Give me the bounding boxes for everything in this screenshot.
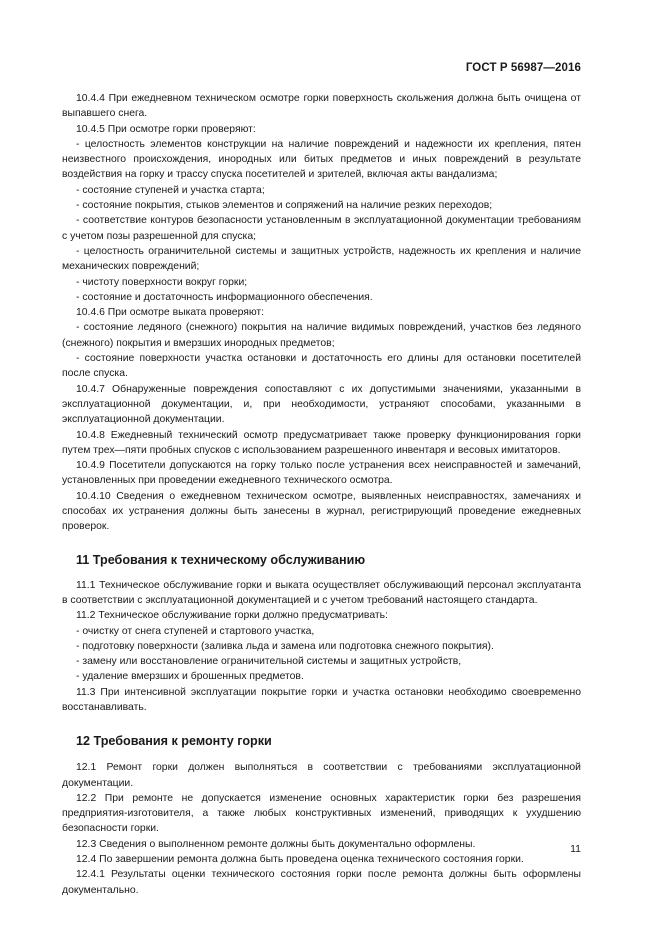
list-item: - состояние покрытия, стыков элементов и сопряжений на наличие резких переходов; xyxy=(76,200,493,212)
list-item: - удаление вмерзших и брошенных предметов. xyxy=(76,671,304,683)
clause-10-4-8: 10.4.8 Ежедневный технический осмотр предусматривает также проверку функционирования горки путем трех—пяти пробных спусков с использованием разрешенного инвентаря и весовых имитаторов. xyxy=(62,429,581,456)
clause-12-2: 12.2 При ремонте не допускается изменение основных характеристик горки без разрешения предприятия-изготовителя, а также любых конструктивных изменений, приводящих к ухудшению безопасности горки. xyxy=(62,792,581,835)
list-item: - состояние поверхности участка остановки и достаточность его длины для остановки посетителей после спуска. xyxy=(62,353,581,380)
clause-12-1: 12.1 Ремонт горки должен выполняться в соответствии с требованиями эксплуатационной документации. xyxy=(62,762,581,789)
list-item: - подготовку поверхности (заливка льда и замена или подготовка снежного покрытия). xyxy=(76,640,494,652)
standard-code-header: ГОСТ Р 56987—2016 xyxy=(465,62,581,74)
clause-10-4-9: 10.4.9 Посетители допускаются на горку только после устранения всех неисправностей и замечаний, установленных при проведении ежедневного технического осмотра. xyxy=(62,460,581,487)
clause-10-4-5: 10.4.5 При осмотре горки проверяют: xyxy=(76,123,256,135)
clause-11-1: 11.1 Техническое обслуживание горки и выката осуществляет обслуживающий персонал эксплуатанта в соответствии с эксплуатационной документацией и с учетом требований настоящего стандарта. xyxy=(62,579,581,606)
list-item: - состояние и достаточность информационного обеспечения. xyxy=(76,291,373,303)
list-item: - соответствие контуров безопасности установленным в эксплуатационной документации требованиям с учетом позы разрешенной для спуска; xyxy=(62,215,581,242)
clause-11-3: 11.3 При интенсивной эксплуатации покрытие горки и участка остановки необходимо своевременно восстанавливать. xyxy=(62,686,581,713)
list-item: - целостность ограничительной системы и защитных устройств, надежность их крепления и наличие механических повреждений; xyxy=(62,245,581,273)
clause-10-4-4: 10.4.4 При ежедневном техническом осмотре горки поверхность скольжения должна быть очищена от выпавшего снега. xyxy=(62,93,581,120)
list-item: - замену или восстановление ограничительной системы и защитных устройств, xyxy=(76,656,462,668)
clause-12-4: 12.4 По завершении ремонта должна быть проведена оценка технического состояния горки. xyxy=(76,854,524,866)
section-11-heading: 11 Требования к техническому обслуживанию xyxy=(76,552,366,567)
clause-10-4-6: 10.4.6 При осмотре выката проверяют: xyxy=(76,307,265,319)
list-item: - целостность элементов конструкции на наличие повреждений и надежности их крепления, пятен неизвестного происхождения, инородных или битых предметов и иных повреждений в результате воздействия на горку и трассу спуска посетителей и зрителей, включая акты вандализма; xyxy=(62,138,581,181)
clause-10-4-7: 10.4.7 Обнаруженные повреждения сопоставляют с их допустимыми значениями, указанными в эксплуатационной документации, и, при необходимости, устраняют способами, указанными в эксплуатационной документации. xyxy=(62,383,581,426)
clause-11-2: 11.2 Техническое обслуживание горки должно предусматривать: xyxy=(76,610,388,622)
list-item: - очистку от снега ступеней и стартового участка, xyxy=(76,625,315,637)
page-number: 11 xyxy=(570,843,581,855)
clause-10-4-10: 10.4.10 Сведения о ежедневном техническом осмотре, выявленных неисправностях, замечаниях и способах их устранения должны быть занесены в журнал, регистрирующий проведение ежедневных проверок. xyxy=(62,490,581,533)
list-item: - состояние ледяного (снежного) покрытия на наличие видимых повреждений, участков без ледяного (снежного) покрытия и вмерзших инородных предметов; xyxy=(62,322,581,349)
page-content xyxy=(62,91,581,898)
clause-12-4-1: 12.4.1 Результаты оценки технического состояния горки после ремонта должны быть оформлены документально. xyxy=(62,869,581,896)
clause-12-3: 12.3 Сведения о выполненном ремонте должны быть документально оформлены. xyxy=(76,838,476,850)
section-12-heading: 12 Требования к ремонту горки xyxy=(76,734,272,749)
list-item: - чистоту поверхности вокруг горки; xyxy=(76,276,248,288)
list-item: - состояние ступеней и участка старта; xyxy=(76,184,265,196)
